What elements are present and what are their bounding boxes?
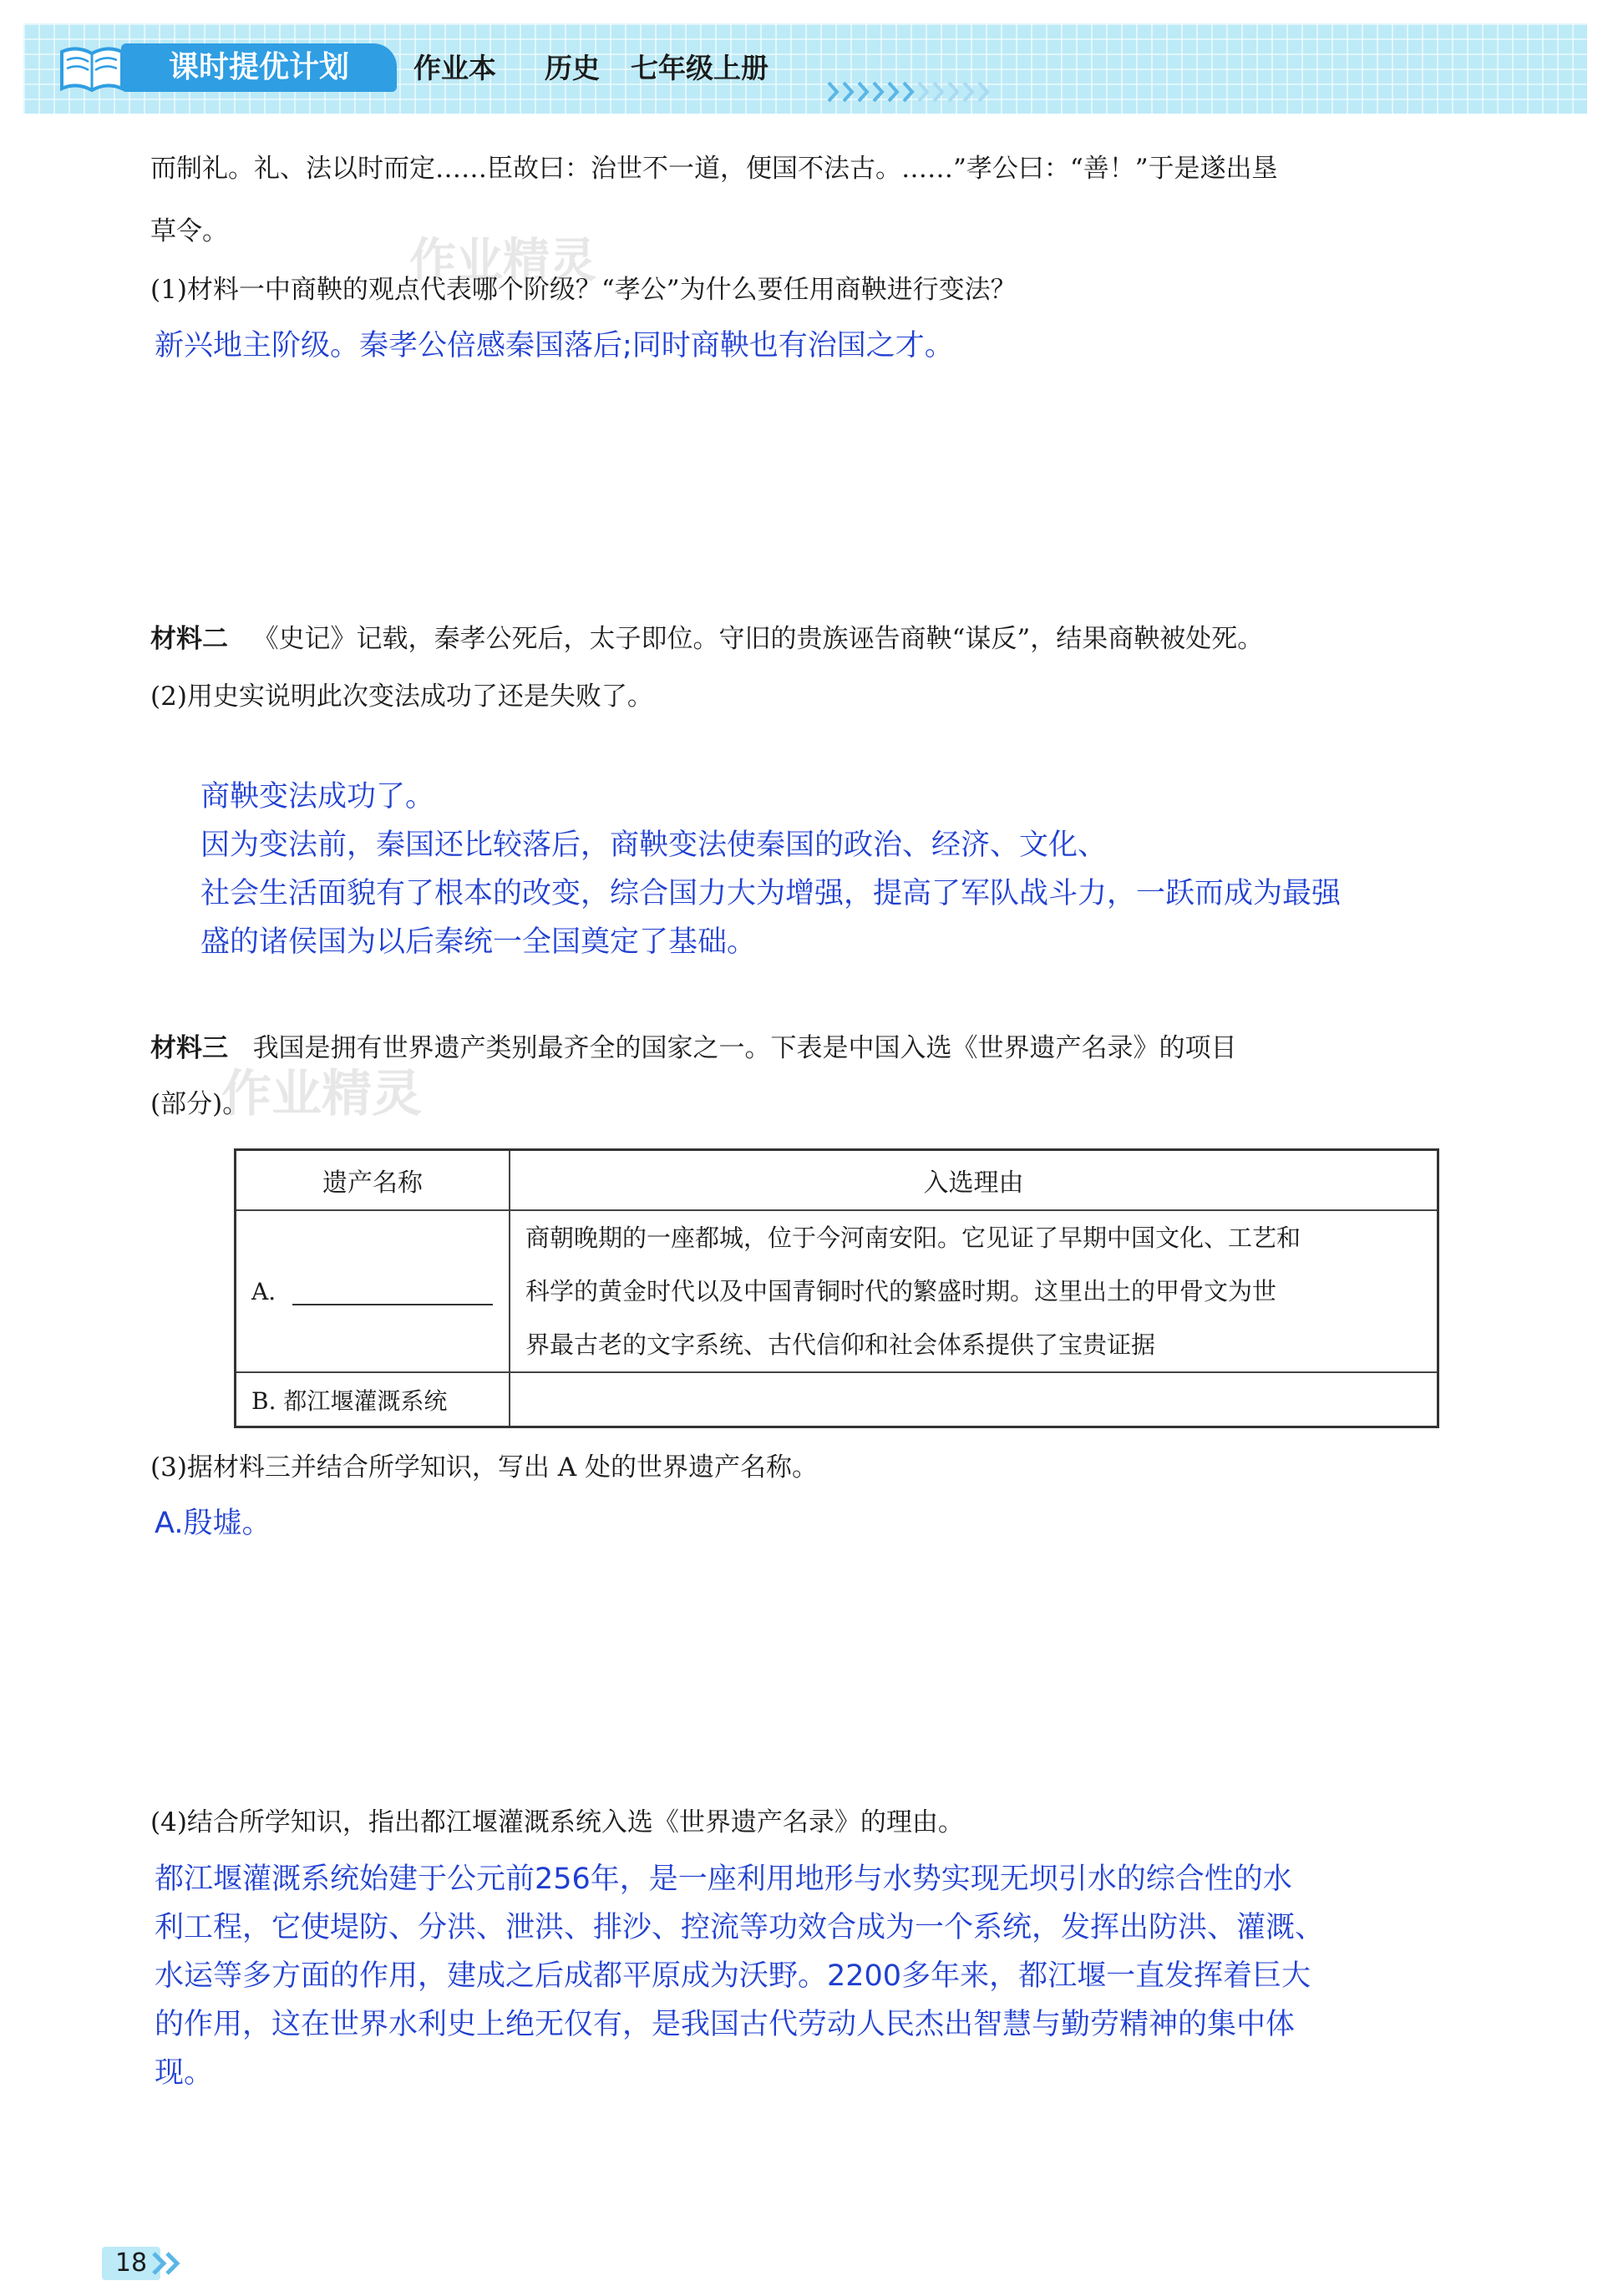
material1-line1: 而制礼。礼、法以时而定……臣故曰：治世不一道，便国不法古。……”孝公曰：“善！”于是遂出垦 [150,154,1278,184]
subject: 历史 [545,52,600,84]
page-chevron-icon [150,2250,184,2277]
page-number: 18 [102,2247,160,2280]
answer-2-line: 社会生活面貌有了根本的改变，综合国力大为增强，提高了军队战斗力，一跃而成为最强 [200,877,1342,910]
heritage-reason-cell [510,1210,1438,1372]
answer-2-line: 因为变法前，秦国还比较落后，商鞅变法使秦国的政治、经济、文化、 [200,829,1108,862]
answer-4-line: 现。 [155,2056,214,2090]
table-header-row [236,1150,1438,1211]
table-header-name: 遗产名称 [236,1150,510,1211]
question-4: (4)结合所学知识，指出都江堰灌溉系统入选《世界遗产名录》的理由。 [150,1807,964,1837]
reason-line: 界最古老的文字系统、古代信仰和社会体系提供了宝贵证据 [525,1330,1156,1359]
material3-line2: (部分)。 [150,1089,249,1119]
watermark: 作业精灵 [221,1065,422,1123]
question-2: (2)用史实说明此次变法成功了还是失败了。 [150,682,653,712]
heritage-name-label: A. [251,1277,276,1305]
answer-1: 新兴地主阶级。秦孝公倍感秦国落后;同时商鞅也有治国之才。 [155,329,954,362]
reason-line: 商朝晚期的一座都城，位于今河南安阳。它见证了早期中国文化、工艺和 [525,1224,1301,1252]
answer-2-line: 商鞅变法成功了。 [200,780,435,813]
answer-4-line: 的作用，这在世界水利史上绝无仅有，是我国古代劳动人民杰出智慧与勤劳精神的集中体 [155,2008,1296,2041]
question-3: (3)据材料三并结合所学知识，写出 A 处的世界遗产名称。 [150,1452,819,1483]
material1-line2: 草令。 [150,216,228,246]
table-row [236,1372,1438,1427]
answer-4-line: 利工程，它使堤防、分洪、泄洪、排沙、控流等功效合成为一个系统，发挥出防洪、灌溉、 [155,1911,1325,1944]
heritage-name-cell [236,1210,510,1372]
brand-label: 课时提优计划 [121,43,397,92]
material3-label: 材料三 [150,1033,228,1063]
question-1: (1)材料一中商鞅的观点代表哪个阶级？“孝公”为什么要任用商鞅进行变法？ [150,275,1017,305]
open-book-icon [58,40,125,95]
heritage-name-cell: B. 都江堰灌溉系统 [236,1372,510,1427]
material2-text: 《史记》记载，秦孝公死后，太子即位。守旧的贵族诬告商鞅“谋反”，结果商鞅被处死。 [252,624,1264,654]
answer-4-line: 都江堰灌溉系统始建于公元前256年，是一座利用地形与水势实现无坝引水的综合性的水 [155,1863,1292,1896]
material2-paragraph [150,621,1263,657]
book-type: 作业本 [413,52,496,84]
answer-blank [292,1279,493,1305]
header-chevrons-decoration [827,79,1002,104]
watermark: 作业精灵 [409,234,596,288]
answer-3: A.殷墟。 [155,1507,271,1540]
reason-line: 科学的黄金时代以及中国青铜时代的繁盛时期。这里出土的甲骨文为世 [525,1277,1277,1305]
table-header-reason: 入选理由 [510,1150,1438,1211]
answer-4-line: 水运等多方面的作用，建成之后成都平原成为沃野。2200多年来，都江堰一直发挥着巨大 [155,1959,1311,1993]
material3-line1: 我国是拥有世界遗产类别最齐全的国家之一。下表是中国入选《世界遗产名录》的项目 [252,1033,1237,1063]
material3-paragraph [150,1030,1237,1067]
answer-2-line: 盛的诸侯国为以后秦统一全国奠定了基础。 [200,925,757,959]
heritage-reason-cell [510,1372,1438,1427]
grade: 七年级上册 [631,52,768,84]
material2-label: 材料二 [150,624,228,654]
table-row [236,1210,1438,1372]
heritage-table [234,1148,1439,1428]
